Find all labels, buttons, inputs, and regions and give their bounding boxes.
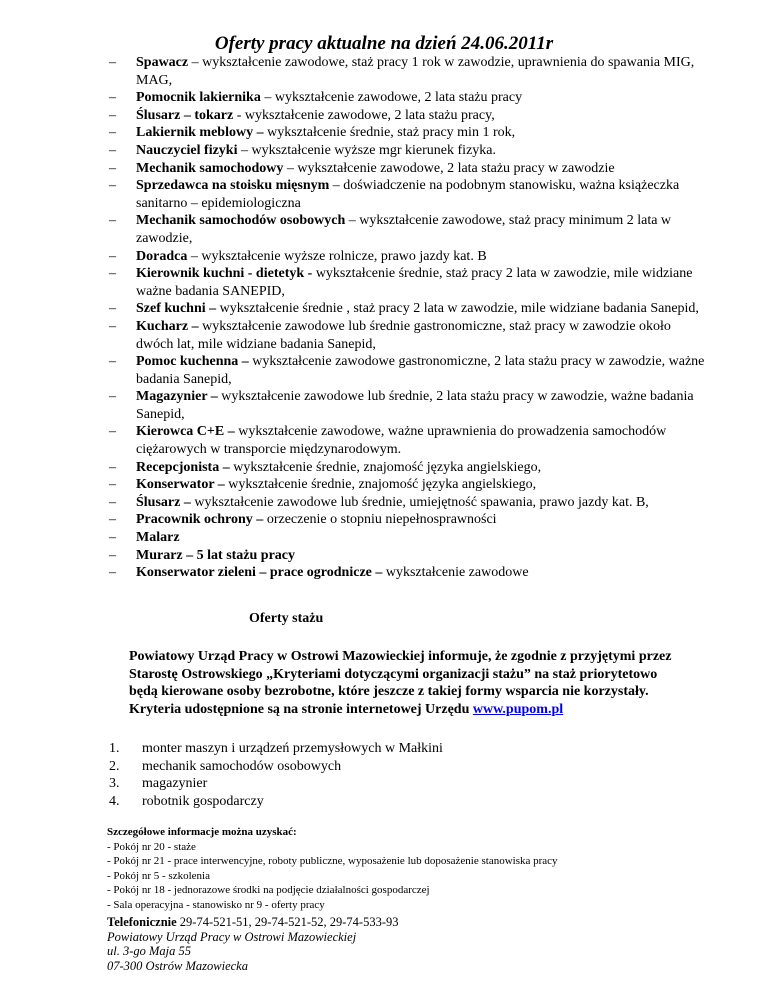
office-street: ul. 3-go Maja 55 (107, 944, 192, 958)
job-offers-list (109, 54, 709, 582)
details-row: - Pokój nr 5 - szkolenia (107, 869, 210, 882)
list-item: – Nauczyciel fizyki – wykształcenie wyższe mgr kierunek fizyka. (109, 142, 709, 160)
details-heading: Szczegółowe informacje można uzyskać: (107, 826, 297, 838)
list-item: 4. robotnik gospodarczy (109, 793, 264, 809)
list-item: – Pracownik ochrony – orzeczenie o stopniu niepełnosprawności (109, 511, 709, 529)
list-item: – Ślusarz – wykształcenie zawodowe lub średnie, umiejętność spawania, prawo jazdy kat. B, (109, 494, 709, 512)
contact-section (107, 915, 727, 973)
list-item: – Kierownik kuchni - dietetyk - wykształcenie średnie, staż pracy 2 lata w zawodzie, mile widziane ważne badania SANEPID, (109, 265, 709, 300)
list-item: – Szef kuchni – wykształcenie średnie , staż pracy 2 lata w zawodzie, mile widziane badania Sanepid, (109, 300, 709, 318)
phone-line: Telefonicznie 29-74-521-51, 29-74-521-52, 29-74-533-93 (107, 915, 399, 929)
list-item: – Pomoc kuchenna – wykształcenie zawodowe gastronomiczne, 2 lata stażu pracy w zawodzie, ważne badania Sanepid, (109, 353, 709, 388)
list-item: 2. mechanik samochodów osobowych (109, 758, 342, 774)
internship-list (109, 740, 443, 810)
list-item: – Magazynier – wykształcenie zawodowe lub średnie, 2 lata stażu pracy w zawodzie, ważne badania Sanepid, (109, 388, 709, 423)
office-city: 07-300 Ostrów Mazowiecka (107, 958, 248, 973)
list-item: – Lakiernik meblowy – wykształcenie średnie, staż pracy min 1 rok, (109, 124, 709, 142)
details-row: - Pokój nr 20 - staże (107, 840, 196, 853)
list-item: – Doradca – wykształcenie wyższe rolnicze, prawo jazdy kat. B (109, 248, 709, 266)
details-section (107, 825, 727, 912)
list-item: – Kierowca C+E – wykształcenie zawodowe, ważne uprawnienia do prowadzenia samochodów ciężarowych w transporcie międzynarodowym. (109, 423, 709, 458)
details-row: - Sala operacyjna - stanowisko nr 9 - oferty pracy (107, 898, 325, 911)
list-item: – Pomocnik lakiernika – wykształcenie zawodowe, 2 lata stażu pracy (109, 89, 709, 107)
list-item: 3. magazynier (109, 776, 208, 792)
list-item: 1. monter maszyn i urządzeń przemysłowych w Małkini (109, 741, 443, 756)
details-row: - Pokój nr 21 - prace interwencyjne, roboty publiczne, wyposażenie lub doposażenie stanowiska pracy (107, 855, 558, 867)
list-item: – Mechanik samochodowy – wykształcenie zawodowe, 2 lata stażu pracy w zawodzie (109, 160, 709, 178)
list-item: – Ślusarz – tokarz - wykształcenie zawodowe, 2 lata stażu pracy, (109, 107, 709, 125)
list-item: – Mechanik samochodów osobowych – wykształcenie zawodowe, staż pracy minimum 2 lata w zawodzie, (109, 212, 709, 247)
list-item: – Recepcjonista – wykształcenie średnie, znajomość języka angielskiego, (109, 459, 709, 477)
list-item: – Murarz – 5 lat stażu pracy (109, 547, 709, 565)
office-name: Powiatowy Urząd Pracy w Ostrowi Mazowieckiej (107, 929, 357, 944)
list-item: – Sprzedawca na stoisku mięsnym – doświadczenie na podobnym stanowisku, ważna książeczka sanitarno – epidemiologiczna (109, 177, 709, 212)
internship-notice: Powiatowy Urząd Pracy w Ostrowi Mazowieckiej informuje, że zgodnie z przyjętymi przez Starostę Ostrowskiego „Kryteriami dotyczącymi organizacji stażu” na staż priorytetowo będą kierowane osoby bezrobotne, które jeszcze z takiej formy wsparcia nie korzystały. Kryteria udostępnione są na stronie internetowej Urzędu www.pupom.pl (129, 649, 672, 717)
list-item: – Spawacz – wykształcenie zawodowe, staż pracy 1 rok w zawodzie, uprawnienia do spawania MIG, MAG, (109, 54, 709, 89)
internship-heading: Oferty stażu (249, 611, 324, 626)
details-row: - Pokój nr 18 - jednorazowe środki na podjęcie działalności gospodarczej (107, 884, 430, 896)
list-item: – Kucharz – wykształcenie zawodowe lub średnie gastronomiczne, staż pracy w zawodzie około dwóch lat, mile widziane badania Sanepid, (109, 318, 709, 353)
pupom-website-link[interactable]: www.pupom.pl (472, 701, 564, 717)
list-item: – Malarz (109, 529, 709, 547)
list-item: – Konserwator zieleni – prace ogrodnicze – wykształcenie zawodowe (109, 564, 709, 582)
page-title: Oferty pracy aktualne na dzień 24.06.2011r (214, 33, 554, 54)
list-item: – Konserwator – wykształcenie średnie, znajomość języka angielskiego, (109, 476, 709, 494)
